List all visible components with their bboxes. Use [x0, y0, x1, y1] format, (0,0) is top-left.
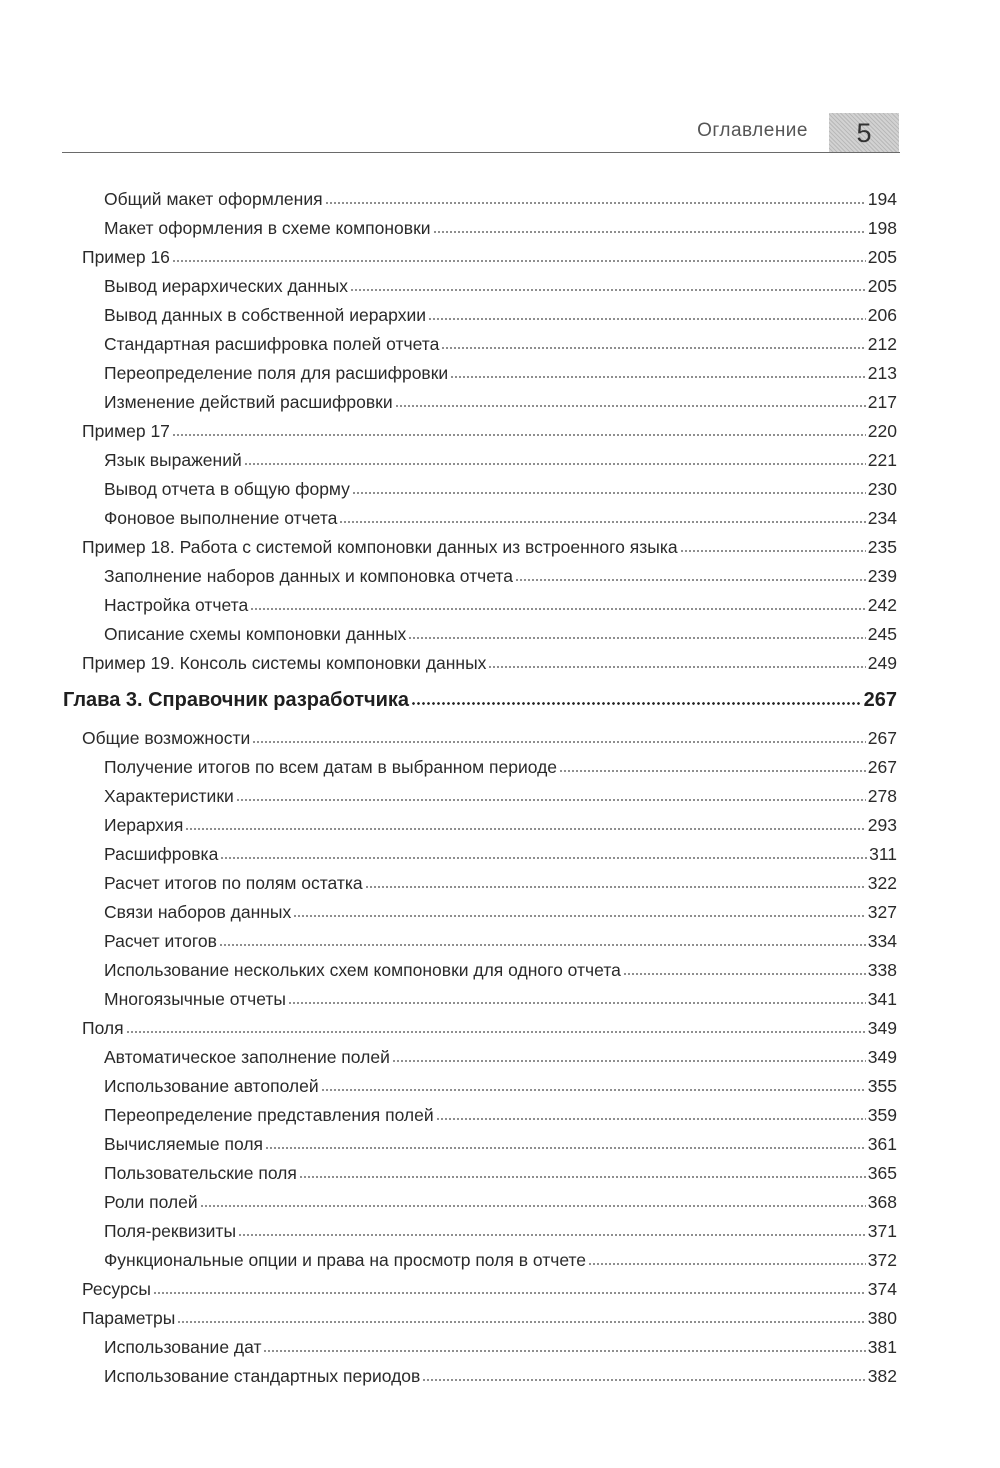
toc-entry-title: Роли полей	[104, 1192, 198, 1212]
toc-entry-page: 234	[867, 508, 897, 528]
toc-entry-page: 267	[863, 689, 897, 711]
dot-leader	[515, 579, 866, 581]
toc-subsection-entry[interactable]	[0, 1188, 1000, 1217]
toc-entry-page: 322	[867, 873, 897, 893]
dot-leader	[252, 741, 866, 743]
dot-leader	[408, 637, 865, 639]
toc-entry-title: Глава 3. Справочник разработчика	[63, 689, 410, 711]
toc-section-entry[interactable]	[0, 724, 1000, 753]
toc-entry-page: 198	[867, 218, 897, 238]
toc-entry-title: Стандартная расшифровка полей отчета	[104, 334, 440, 354]
toc-entry-title: Пример 16	[82, 247, 170, 267]
toc-entry-page: 278	[867, 786, 897, 806]
toc-entry-title: Пользовательские поля	[104, 1163, 297, 1183]
toc-entry-title: Параметры	[82, 1308, 176, 1328]
dot-leader	[559, 770, 866, 772]
dot-leader	[623, 973, 866, 975]
toc-entry-page: 327	[867, 902, 897, 922]
toc-entry-title: Автоматическое заполнение полей	[104, 1047, 390, 1067]
toc-subsection-entry[interactable]	[0, 214, 1000, 243]
toc-entry-title: Фоновое выполнение отчета	[104, 508, 338, 528]
toc-entry-page: 380	[867, 1308, 897, 1328]
dot-leader	[411, 702, 862, 705]
dot-leader	[263, 1350, 865, 1352]
dot-leader	[436, 1118, 866, 1120]
toc-section-entry[interactable]	[0, 417, 1000, 446]
toc-section-entry[interactable]	[0, 1014, 1000, 1043]
toc-subsection-entry[interactable]	[0, 956, 1000, 985]
toc-entry-title: Использование стандартных периодов	[104, 1366, 421, 1386]
dot-leader	[352, 492, 866, 494]
toc-entry-title: Использование автополей	[104, 1076, 319, 1096]
toc-subsection-entry[interactable]	[0, 840, 1000, 869]
dot-leader	[488, 666, 865, 668]
toc-entry-page: 361	[867, 1134, 897, 1154]
table-of-contents	[0, 185, 1000, 1391]
page-header	[0, 0, 1000, 160]
toc-subsection-entry[interactable]	[0, 1159, 1000, 1188]
toc-subsection-entry[interactable]	[0, 562, 1000, 591]
dot-leader	[185, 828, 865, 830]
toc-entry-title: Пример 19. Консоль системы компоновки данных	[82, 653, 487, 673]
toc-subsection-entry[interactable]	[0, 1072, 1000, 1101]
toc-section-entry[interactable]	[0, 1275, 1000, 1304]
dot-leader	[588, 1263, 866, 1265]
toc-entry-title: Расчет итогов	[104, 931, 217, 951]
toc-entry-page: 239	[867, 566, 897, 586]
toc-chapter-entry[interactable]	[0, 680, 1000, 720]
toc-entry-page: 242	[867, 595, 897, 615]
toc-entry-title: Пример 18. Работа с системой компоновки данных из встроенного языка	[82, 537, 678, 557]
toc-entry-title: Заполнение наборов данных и компоновка отчета	[104, 566, 513, 586]
toc-subsection-entry[interactable]	[0, 1246, 1000, 1275]
dot-leader	[177, 1321, 866, 1323]
toc-entry-page: 267	[867, 757, 897, 777]
toc-entry-title: Функциональные опции и права на просмотр поля в отчете	[104, 1250, 587, 1270]
toc-entry-title: Поля-реквизиты	[104, 1221, 237, 1241]
running-header-title: Оглавление	[697, 120, 808, 141]
toc-entry-title: Вывод отчета в общую форму	[104, 479, 350, 499]
dot-leader	[220, 857, 867, 859]
toc-subsection-entry[interactable]	[0, 985, 1000, 1014]
toc-entry-page: 359	[867, 1105, 897, 1125]
toc-entry-page: 213	[867, 363, 897, 383]
toc-entry-page: 217	[867, 392, 897, 412]
dot-leader	[200, 1205, 866, 1207]
toc-subsection-entry[interactable]	[0, 620, 1000, 649]
toc-entry-title: Многоязычные отчеты	[104, 989, 286, 1009]
toc-subsection-entry[interactable]	[0, 1333, 1000, 1362]
toc-entry-title: Вывод иерархических данных	[104, 276, 349, 296]
toc-entry-title: Описание схемы компоновки данных	[104, 624, 407, 644]
toc-section-entry[interactable]	[0, 243, 1000, 272]
toc-entry-title: Общий макет оформления	[104, 189, 323, 209]
toc-entry-title: Характеристики	[104, 786, 234, 806]
toc-entry-title: Пример 17	[82, 421, 170, 441]
toc-entry-title: Расшифровка	[104, 844, 219, 864]
toc-entry-page: 341	[867, 989, 897, 1009]
toc-entry-page: 372	[867, 1250, 897, 1270]
toc-subsection-entry[interactable]	[0, 898, 1000, 927]
toc-entry-page: 349	[867, 1018, 897, 1038]
dot-leader	[288, 1002, 866, 1004]
toc-subsection-entry[interactable]	[0, 927, 1000, 956]
toc-subsection-entry[interactable]	[0, 330, 1000, 359]
toc-subsection-entry[interactable]	[0, 753, 1000, 782]
dot-leader	[441, 347, 865, 349]
toc-entry-title: Ресурсы	[82, 1279, 152, 1299]
toc-entry-page: 249	[867, 653, 897, 673]
dot-leader	[244, 463, 866, 465]
toc-subsection-entry[interactable]	[0, 869, 1000, 898]
dot-leader	[321, 1089, 866, 1091]
toc-entry-page: 349	[867, 1047, 897, 1067]
toc-entry-page: 293	[867, 815, 897, 835]
toc-entry-page: 206	[867, 305, 897, 325]
dot-leader	[428, 318, 866, 320]
dot-leader	[299, 1176, 866, 1178]
dot-leader	[433, 231, 866, 233]
toc-subsection-entry[interactable]	[0, 272, 1000, 301]
dot-leader	[680, 550, 866, 552]
dot-leader	[325, 202, 866, 204]
toc-entry-page: 212	[867, 334, 897, 354]
dot-leader	[153, 1292, 866, 1294]
dot-leader	[219, 944, 866, 946]
toc-entry-title: Использование нескольких схем компоновки для одного отчета	[104, 960, 621, 980]
toc-entry-page: 368	[867, 1192, 897, 1212]
toc-entry-page: 205	[867, 247, 897, 267]
toc-entry-page: 355	[867, 1076, 897, 1096]
toc-entry-page: 230	[867, 479, 897, 499]
toc-entry-page: 365	[867, 1163, 897, 1183]
toc-section-entry[interactable]	[0, 1304, 1000, 1333]
dot-leader	[395, 405, 866, 407]
page-number-box	[829, 113, 899, 153]
toc-entry-title: Переопределение представления полей	[104, 1105, 434, 1125]
toc-entry-title: Макет оформления в схеме компоновки	[104, 218, 431, 238]
dot-leader	[172, 260, 866, 262]
dot-leader	[250, 608, 866, 610]
toc-section-entry[interactable]	[0, 649, 1000, 678]
toc-subsection-entry[interactable]	[0, 1217, 1000, 1246]
toc-subsection-entry[interactable]	[0, 811, 1000, 840]
toc-entry-title: Получение итогов по всем датам в выбранном периоде	[104, 757, 558, 777]
toc-subsection-entry[interactable]	[0, 591, 1000, 620]
dot-leader	[392, 1060, 866, 1062]
toc-subsection-entry[interactable]	[0, 1130, 1000, 1159]
toc-entry-title: Изменение действий расшифровки	[104, 392, 393, 412]
toc-subsection-entry[interactable]	[0, 475, 1000, 504]
toc-subsection-entry[interactable]	[0, 185, 1000, 214]
toc-entry-page: 311	[869, 844, 897, 864]
toc-entry-page: 334	[867, 931, 897, 951]
dot-leader	[236, 799, 866, 801]
dot-leader	[422, 1379, 865, 1381]
toc-entry-title: Общие возможности	[82, 728, 251, 748]
toc-entry-title: Поля	[82, 1018, 124, 1038]
toc-entry-page: 245	[867, 624, 897, 644]
toc-entry-title: Переопределение поля для расшифровки	[104, 363, 449, 383]
toc-entry-title: Расчет итогов по полям остатка	[104, 873, 363, 893]
dot-leader	[126, 1031, 866, 1033]
dot-leader	[293, 915, 866, 917]
toc-entry-title: Связи наборов данных	[104, 902, 292, 922]
toc-entry-page: 205	[867, 276, 897, 296]
dot-leader	[339, 521, 865, 523]
toc-entry-title: Вывод данных в собственной иерархии	[104, 305, 427, 325]
dot-leader	[238, 1234, 866, 1236]
dot-leader	[365, 886, 866, 888]
dot-leader	[350, 289, 866, 291]
toc-entry-page: 338	[867, 960, 897, 980]
toc-entry-page: 235	[867, 537, 897, 557]
toc-entry-page: 374	[867, 1279, 897, 1299]
toc-subsection-entry[interactable]	[0, 359, 1000, 388]
dot-leader	[450, 376, 866, 378]
toc-subsection-entry[interactable]	[0, 388, 1000, 417]
toc-entry-title: Использование дат	[104, 1337, 262, 1357]
toc-entry-page: 371	[867, 1221, 897, 1241]
toc-entry-title: Иерархия	[104, 815, 184, 835]
page-number: 5	[856, 118, 872, 148]
toc-subsection-entry[interactable]	[0, 301, 1000, 330]
toc-entry-page: 382	[867, 1366, 897, 1386]
toc-entry-page: 381	[867, 1337, 897, 1357]
toc-subsection-entry[interactable]	[0, 1101, 1000, 1130]
header-divider	[62, 152, 900, 153]
toc-entry-page: 194	[867, 189, 897, 209]
toc-entry-page: 267	[867, 728, 897, 748]
dot-leader	[172, 434, 866, 436]
toc-entry-title: Настройка отчета	[104, 595, 249, 615]
toc-subsection-entry[interactable]	[0, 1362, 1000, 1391]
toc-entry-page: 220	[867, 421, 897, 441]
toc-section-entry[interactable]	[0, 533, 1000, 562]
toc-entry-title: Язык выражений	[104, 450, 242, 470]
toc-entry-page: 221	[867, 450, 897, 470]
toc-entry-title: Вычисляемые поля	[104, 1134, 264, 1154]
toc-subsection-entry[interactable]	[0, 1043, 1000, 1072]
toc-subsection-entry[interactable]	[0, 504, 1000, 533]
dot-leader	[265, 1147, 866, 1149]
toc-subsection-entry[interactable]	[0, 782, 1000, 811]
toc-subsection-entry[interactable]	[0, 446, 1000, 475]
